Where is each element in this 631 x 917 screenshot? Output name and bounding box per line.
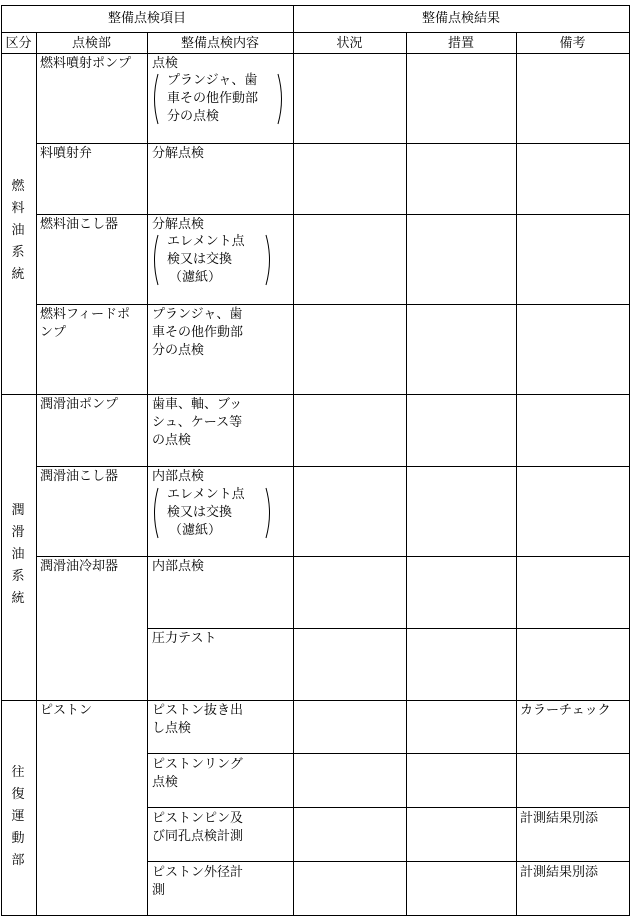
content-line: 点検 — [152, 775, 179, 790]
paren-line: （濾紙） — [169, 523, 222, 538]
content-line: の点検 — [152, 433, 192, 448]
part-name: 潤滑油冷却器 — [40, 559, 119, 574]
content-line: ピストンピン及 — [152, 811, 244, 826]
content-line: 分解点検 — [152, 217, 205, 232]
paren-line: プランジャ、歯 — [167, 73, 258, 88]
paren-line: （濾紙） — [169, 270, 222, 285]
header-part: 点検部 — [71, 36, 111, 51]
part-name: 燃料噴射ポンプ — [40, 56, 132, 71]
part-name: 料噴射弁 — [40, 146, 93, 161]
content-line: シュ、ケース等 — [152, 415, 243, 430]
section-reciprocating: 往 復 運 動 部 — [11, 765, 25, 868]
remarks-text: カラーチェック — [520, 703, 611, 718]
content-line: 測 — [152, 883, 166, 898]
remarks-text: 計測結果別添 — [520, 865, 599, 880]
content-line: び同孔点検計測 — [152, 829, 244, 844]
content-line: し点検 — [152, 721, 192, 736]
paren-note — [150, 486, 278, 540]
part-name-line: ンプ — [40, 325, 67, 340]
section-lube-oil: 潤 滑 油 系 統 — [11, 503, 25, 606]
part-name: ピストン — [40, 703, 93, 718]
paren-note — [150, 72, 278, 126]
remarks-text: 計測結果別添 — [520, 811, 599, 826]
part-name-line: 燃料フィードポ — [40, 307, 130, 322]
header-remarks: 備考 — [559, 36, 586, 51]
content-line: プランジャ、歯 — [152, 307, 243, 322]
content-line: 内部点検 — [152, 469, 205, 484]
content-line: ピストン外径計 — [152, 865, 244, 880]
header-content: 整備点検内容 — [180, 36, 259, 51]
part-name: 潤滑油こし器 — [40, 469, 119, 484]
header-action: 措置 — [447, 36, 474, 51]
content-line: 分の点検 — [152, 343, 205, 358]
content-line: 分解点検 — [152, 146, 205, 161]
content-line: ピストン抜き出 — [152, 703, 244, 718]
header-results-group: 整備点検結果 — [421, 11, 500, 26]
content-line: 歯車、軸、ブッ — [152, 397, 243, 412]
paren-line: エレメント点 — [167, 234, 245, 249]
paren-line: 検又は交換 — [167, 505, 233, 520]
paren-line: 検又は交換 — [167, 252, 233, 267]
content-line: 点検 — [152, 56, 179, 71]
content-line: 圧力テスト — [152, 631, 217, 646]
content-line: 車その他作動部 — [152, 325, 244, 340]
content-line: ピストンリング — [152, 757, 243, 772]
paren-note — [150, 233, 278, 287]
paren-line: エレメント点 — [167, 487, 245, 502]
paren-line: 車その他作動部 — [167, 91, 259, 106]
part-name: 潤滑油ポンプ — [40, 397, 119, 412]
part-name: 燃料油こし器 — [40, 217, 119, 232]
section-fuel-oil: 燃 料 油 系 統 — [11, 179, 25, 282]
content-line: 内部点検 — [152, 559, 205, 574]
paren-line: 分の点検 — [167, 109, 220, 124]
header-status: 状況 — [336, 36, 363, 51]
header-items-group: 整備点検項目 — [107, 11, 186, 26]
header-section: 区分 — [5, 36, 32, 51]
